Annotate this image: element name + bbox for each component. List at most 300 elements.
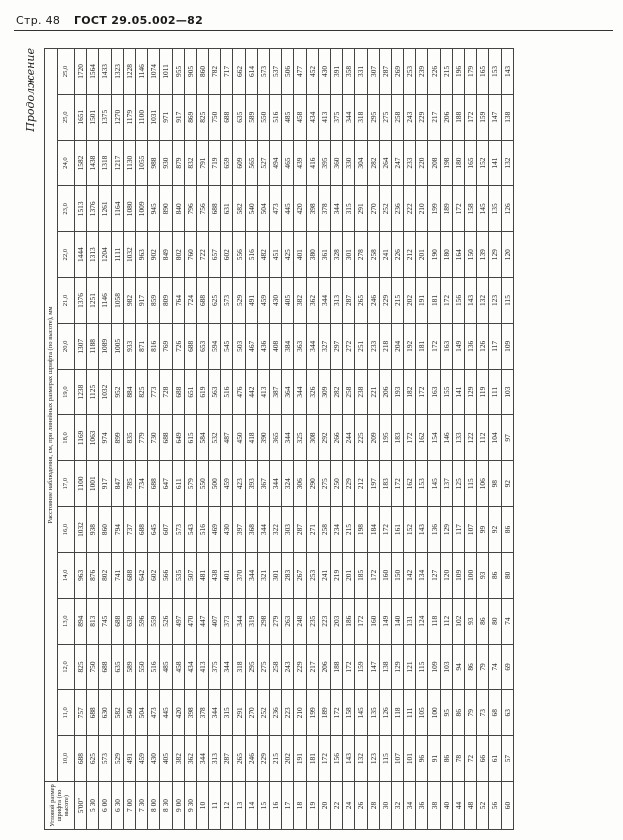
row-angle-label: 38 bbox=[428, 782, 440, 830]
table-cell: 193 bbox=[391, 369, 403, 415]
table-cell: 163 bbox=[440, 323, 452, 369]
table-cell: 1009 bbox=[135, 186, 147, 232]
table-cell: 208 bbox=[428, 140, 440, 186]
table-row bbox=[501, 49, 513, 830]
table-cell: 143 bbox=[416, 507, 428, 553]
table-cell: 63 bbox=[501, 690, 513, 736]
table-cell: 930 bbox=[160, 140, 172, 186]
table-cell: 226 bbox=[428, 49, 440, 95]
column-header: 21,0 bbox=[58, 278, 75, 324]
table-cell: 80 bbox=[501, 552, 513, 598]
table-cell: 594 bbox=[209, 323, 221, 369]
table-cell: 72 bbox=[465, 736, 477, 782]
table-cell: 243 bbox=[404, 94, 416, 140]
table-cell: 127 bbox=[428, 552, 440, 598]
table-cell: 1720 bbox=[75, 49, 87, 95]
table-cell: 614 bbox=[245, 49, 257, 95]
table-cell: 434 bbox=[306, 94, 318, 140]
table-cell: 94 bbox=[452, 644, 464, 690]
table-cell: 95 bbox=[440, 690, 452, 736]
table-cell: 129 bbox=[465, 369, 477, 415]
table-cell: 1270 bbox=[111, 94, 123, 140]
table-cell: 728 bbox=[160, 369, 172, 415]
column-header: 25,0 bbox=[58, 94, 75, 140]
table-cell: 181 bbox=[306, 736, 318, 782]
row-angle-label: 16 bbox=[270, 782, 282, 830]
table-cell: 155 bbox=[440, 369, 452, 415]
table-cell: 199 bbox=[306, 690, 318, 736]
table-cell: 516 bbox=[221, 369, 233, 415]
row-angle-label: 10 bbox=[196, 782, 208, 830]
table-cell: 362 bbox=[184, 736, 196, 782]
table-cell: 1032 bbox=[123, 232, 135, 278]
row-angle-label: 28 bbox=[367, 782, 379, 830]
table-cell: 566 bbox=[160, 552, 172, 598]
table-cell: 61 bbox=[489, 736, 501, 782]
table-cell: 147 bbox=[367, 644, 379, 690]
table-cell: 540 bbox=[123, 690, 135, 736]
column-header: 10,0 bbox=[58, 736, 75, 782]
table-cell: 226 bbox=[391, 232, 403, 278]
table-cell: 91 bbox=[428, 736, 440, 782]
table-cell: 825 bbox=[196, 94, 208, 140]
table-cell: 358 bbox=[343, 49, 355, 95]
table-cell: 149 bbox=[452, 323, 464, 369]
table-cell: 233 bbox=[367, 323, 379, 369]
table-cell: 565 bbox=[245, 140, 257, 186]
table-cell: 1376 bbox=[87, 186, 99, 232]
table-cell: 318 bbox=[355, 94, 367, 140]
table-cell: 107 bbox=[391, 736, 403, 782]
table-cell: 430 bbox=[270, 278, 282, 324]
table-cell: 344 bbox=[294, 369, 306, 415]
table-row bbox=[99, 49, 111, 830]
table-cell: 408 bbox=[270, 323, 282, 369]
table-cell: 745 bbox=[99, 598, 111, 644]
table-cell: 57 bbox=[501, 736, 513, 782]
table-cell: 1179 bbox=[123, 94, 135, 140]
table-cell: 297 bbox=[330, 323, 342, 369]
table-row bbox=[270, 49, 282, 830]
row-angle-label: 44 bbox=[452, 782, 464, 830]
table-cell: 272 bbox=[343, 323, 355, 369]
row-angle-label: 36 bbox=[416, 782, 428, 830]
table-cell: 917 bbox=[135, 278, 147, 324]
table-cell: 182 bbox=[404, 369, 416, 415]
table-cell: 165 bbox=[465, 140, 477, 186]
table-cell: 516 bbox=[245, 232, 257, 278]
table-cell: 573 bbox=[221, 278, 233, 324]
table-cell: 988 bbox=[148, 140, 160, 186]
table-cell: 86 bbox=[501, 507, 513, 553]
table-cell: 66 bbox=[477, 736, 489, 782]
table-cell: 933 bbox=[123, 323, 135, 369]
table-cell: 162 bbox=[404, 461, 416, 507]
table-row bbox=[257, 49, 269, 830]
table-cell: 1228 bbox=[123, 49, 135, 95]
table-cell: 445 bbox=[282, 186, 294, 232]
table-cell: 370 bbox=[233, 552, 245, 598]
table-cell: 100 bbox=[465, 552, 477, 598]
table-cell: 258 bbox=[270, 644, 282, 690]
table-cell: 109 bbox=[428, 644, 440, 690]
table-cell: 1582 bbox=[75, 140, 87, 186]
table-cell: 860 bbox=[99, 507, 111, 553]
table-cell: 364 bbox=[282, 369, 294, 415]
table-cell: 324 bbox=[282, 461, 294, 507]
column-header: 11,0 bbox=[58, 690, 75, 736]
table-cell: 99 bbox=[477, 507, 489, 553]
table-cell: 1564 bbox=[87, 49, 99, 95]
row-angle-label: 60 bbox=[501, 782, 513, 830]
table-cell: 313 bbox=[330, 278, 342, 324]
table-cell: 717 bbox=[221, 49, 233, 95]
table-cell: 86 bbox=[440, 736, 452, 782]
table-cell: 80 bbox=[489, 598, 501, 644]
table-cell: 204 bbox=[391, 323, 403, 369]
table-cell: 86 bbox=[452, 690, 464, 736]
table-cell: 266 bbox=[330, 415, 342, 461]
table-cell: 93 bbox=[465, 598, 477, 644]
table-cell: 180 bbox=[440, 232, 452, 278]
table-cell: 179 bbox=[465, 49, 477, 95]
table-cell: 688 bbox=[196, 278, 208, 324]
table-cell: 135 bbox=[367, 690, 379, 736]
table-cell: 963 bbox=[135, 232, 147, 278]
table-cell: 141 bbox=[452, 369, 464, 415]
table-cell: 952 bbox=[111, 369, 123, 415]
table-cell: 161 bbox=[391, 507, 403, 553]
table-cell: 154 bbox=[428, 415, 440, 461]
table-cell: 189 bbox=[318, 690, 330, 736]
table-cell: 192 bbox=[404, 323, 416, 369]
table-cell: 420 bbox=[294, 186, 306, 232]
appendix-continuation-label: Продолжение bbox=[24, 48, 37, 132]
table-cell: 210 bbox=[294, 690, 306, 736]
row-angle-label: 8 30 bbox=[160, 782, 172, 830]
table-cell: 809 bbox=[160, 278, 172, 324]
table-cell: 111 bbox=[489, 369, 501, 415]
table-cell: 582 bbox=[111, 690, 123, 736]
table-cell: 325 bbox=[294, 415, 306, 461]
column-header: 14,0 bbox=[58, 552, 75, 598]
table-row bbox=[391, 49, 403, 830]
table-cell: 126 bbox=[379, 690, 391, 736]
table-cell: 318 bbox=[233, 644, 245, 690]
table-cell: 871 bbox=[135, 323, 147, 369]
table-cell: 307 bbox=[367, 49, 379, 95]
table-cell: 103 bbox=[501, 369, 513, 415]
table-cell: 172 bbox=[343, 644, 355, 690]
table-cell: 229 bbox=[257, 736, 269, 782]
table-cell: 92 bbox=[501, 461, 513, 507]
row-angle-label: 12 bbox=[221, 782, 233, 830]
table-cell: 527 bbox=[257, 140, 269, 186]
table-cell: 487 bbox=[221, 415, 233, 461]
row-angle-label: 22 bbox=[330, 782, 342, 830]
table-cell: 123 bbox=[489, 278, 501, 324]
table-cell: 393 bbox=[245, 461, 257, 507]
table-cell: 543 bbox=[184, 507, 196, 553]
table-cell: 102 bbox=[452, 598, 464, 644]
table-cell: 258 bbox=[391, 94, 403, 140]
table-row bbox=[379, 49, 391, 830]
table-cell: 74 bbox=[489, 644, 501, 690]
table-cell: 328 bbox=[330, 232, 342, 278]
table-cell: 416 bbox=[306, 140, 318, 186]
table-cell: 236 bbox=[270, 690, 282, 736]
table-cell: 243 bbox=[282, 644, 294, 690]
column-header: 20,0 bbox=[58, 323, 75, 369]
table-cell: 894 bbox=[75, 598, 87, 644]
table-cell: 198 bbox=[355, 507, 367, 553]
table-row bbox=[465, 49, 477, 830]
table-cell: 172 bbox=[367, 552, 379, 598]
table-cell: 158 bbox=[343, 690, 355, 736]
table-cell: 545 bbox=[221, 323, 233, 369]
table-cell: 516 bbox=[148, 644, 160, 690]
table-cell: 734 bbox=[135, 461, 147, 507]
table-cell: 413 bbox=[318, 94, 330, 140]
table-cell: 556 bbox=[233, 232, 245, 278]
table-cell: 550 bbox=[135, 644, 147, 690]
table-cell: 143 bbox=[465, 278, 477, 324]
table-cell: 292 bbox=[318, 415, 330, 461]
table-cell: 86 bbox=[489, 552, 501, 598]
table-cell: 876 bbox=[87, 552, 99, 598]
table-cell: 955 bbox=[172, 49, 184, 95]
table-cell: 219 bbox=[330, 552, 342, 598]
table-cell: 584 bbox=[196, 415, 208, 461]
table-cell: 132 bbox=[501, 140, 513, 186]
table-cell: 764 bbox=[172, 278, 184, 324]
table-cell: 832 bbox=[184, 140, 196, 186]
table-cell: 401 bbox=[294, 232, 306, 278]
table-cell: 905 bbox=[184, 49, 196, 95]
row-angle-label: 5'00" bbox=[75, 782, 87, 830]
table-cell: 201 bbox=[343, 552, 355, 598]
table-cell: 220 bbox=[416, 140, 428, 186]
table-cell: 1111 bbox=[111, 232, 123, 278]
table-cell: 688 bbox=[75, 736, 87, 782]
table-cell: 750 bbox=[209, 94, 221, 140]
table-cell: 183 bbox=[391, 415, 403, 461]
table-row bbox=[428, 49, 440, 830]
table-cell: 450 bbox=[233, 415, 245, 461]
table-cell: 1032 bbox=[99, 369, 111, 415]
table-cell: 1032 bbox=[75, 507, 87, 553]
table-cell: 252 bbox=[379, 186, 391, 232]
table-row bbox=[75, 49, 87, 830]
row-angle-label: 11 bbox=[209, 782, 221, 830]
table-cell: 301 bbox=[270, 552, 282, 598]
table-cell: 573 bbox=[172, 507, 184, 553]
table-cell: 126 bbox=[501, 186, 513, 232]
table-cell: 573 bbox=[257, 49, 269, 95]
table-row bbox=[343, 49, 355, 830]
table-cell: 473 bbox=[148, 690, 160, 736]
table-cell: 152 bbox=[477, 140, 489, 186]
table-cell: 540 bbox=[245, 186, 257, 232]
table-cell: 506 bbox=[282, 49, 294, 95]
table-cell: 79 bbox=[465, 690, 477, 736]
row-angle-label: 5 30 bbox=[87, 782, 99, 830]
table-cell: 473 bbox=[270, 186, 282, 232]
table-row bbox=[135, 49, 147, 830]
table-cell: 1080 bbox=[123, 186, 135, 232]
table-row bbox=[233, 49, 245, 830]
table-cell: 79 bbox=[477, 644, 489, 690]
table-cell: 115 bbox=[465, 461, 477, 507]
table-cell: 93 bbox=[477, 552, 489, 598]
table-cell: 100 bbox=[428, 690, 440, 736]
table-cell: 138 bbox=[501, 94, 513, 140]
table-cell: 215 bbox=[270, 736, 282, 782]
table-cell: 737 bbox=[123, 507, 135, 553]
table-cell: 344 bbox=[233, 598, 245, 644]
table-cell: 423 bbox=[233, 461, 245, 507]
table-cell: 1444 bbox=[75, 232, 87, 278]
table-cell: 212 bbox=[404, 232, 416, 278]
table-cell: 361 bbox=[318, 232, 330, 278]
row-angle-label: 52 bbox=[477, 782, 489, 830]
table-cell: 239 bbox=[416, 49, 428, 95]
table-cell: 639 bbox=[123, 598, 135, 644]
running-header bbox=[16, 14, 203, 27]
row-angle-label: 14 bbox=[245, 782, 257, 830]
table-row bbox=[367, 49, 379, 830]
table-cell: 295 bbox=[245, 644, 257, 690]
table-cell: 250 bbox=[330, 461, 342, 507]
table-cell: 172 bbox=[355, 598, 367, 644]
table-cell: 279 bbox=[270, 598, 282, 644]
table-cell: 238 bbox=[355, 369, 367, 415]
table-cell: 649 bbox=[172, 415, 184, 461]
table-cell: 160 bbox=[367, 598, 379, 644]
row-angle-label: 34 bbox=[404, 782, 416, 830]
table-cell: 229 bbox=[416, 94, 428, 140]
table-cell: 516 bbox=[270, 94, 282, 140]
table-cell: 344 bbox=[209, 690, 221, 736]
table-cell: 367 bbox=[257, 461, 269, 507]
table-cell: 602 bbox=[221, 232, 233, 278]
table-cell: 688 bbox=[99, 644, 111, 690]
table-row bbox=[416, 49, 428, 830]
table-cell: 840 bbox=[172, 186, 184, 232]
table-cell: 362 bbox=[306, 278, 318, 324]
table-cell: 331 bbox=[355, 49, 367, 95]
table-cell: 469 bbox=[209, 507, 221, 553]
table-cell: 344 bbox=[221, 644, 233, 690]
table-cell: 275 bbox=[318, 461, 330, 507]
table-cell: 308 bbox=[306, 415, 318, 461]
table-cell: 869 bbox=[184, 94, 196, 140]
table-cell: 1164 bbox=[111, 186, 123, 232]
table-cell: 1261 bbox=[99, 186, 111, 232]
table-cell: 1074 bbox=[148, 49, 160, 95]
table-cell: 1318 bbox=[99, 140, 111, 186]
table-cell: 442 bbox=[245, 369, 257, 415]
table-cell: 769 bbox=[160, 323, 172, 369]
table-cell: 129 bbox=[440, 507, 452, 553]
row-angle-label: 30 bbox=[379, 782, 391, 830]
table-row bbox=[196, 49, 208, 830]
table-cell: 181 bbox=[416, 323, 428, 369]
table-row bbox=[184, 49, 196, 830]
table-cell: 563 bbox=[209, 369, 221, 415]
table-cell: 172 bbox=[440, 278, 452, 324]
table-cell: 1204 bbox=[99, 232, 111, 278]
table-cell: 101 bbox=[404, 736, 416, 782]
table-cell: 825 bbox=[135, 369, 147, 415]
table-cell: 360 bbox=[330, 140, 342, 186]
table-cell: 785 bbox=[123, 461, 135, 507]
table-cell: 118 bbox=[391, 690, 403, 736]
row-angle-label: 56 bbox=[489, 782, 501, 830]
table-row bbox=[148, 49, 160, 830]
table-cell: 1001 bbox=[87, 461, 99, 507]
table-cell: 119 bbox=[477, 369, 489, 415]
table-cell: 265 bbox=[233, 736, 245, 782]
table-cell: 283 bbox=[282, 552, 294, 598]
table-cell: 384 bbox=[282, 323, 294, 369]
table-row bbox=[87, 49, 99, 830]
table-cell: 413 bbox=[196, 644, 208, 690]
page-number: Стр. 48 bbox=[16, 14, 61, 27]
table-cell: 309 bbox=[318, 369, 330, 415]
table-cell: 378 bbox=[196, 690, 208, 736]
table-cell: 430 bbox=[148, 736, 160, 782]
table-row bbox=[306, 49, 318, 830]
table-cell: 1251 bbox=[87, 278, 99, 324]
table-cell: 133 bbox=[452, 415, 464, 461]
table-cell: 688 bbox=[87, 690, 99, 736]
row-angle-label: 15 bbox=[257, 782, 269, 830]
table-cell: 150 bbox=[465, 232, 477, 278]
table-cell: 657 bbox=[209, 232, 221, 278]
table-cell: 756 bbox=[196, 186, 208, 232]
table-cell: 221 bbox=[367, 369, 379, 415]
table-cell: 131 bbox=[404, 598, 416, 644]
table-cell: 126 bbox=[477, 323, 489, 369]
table-cell: 258 bbox=[318, 507, 330, 553]
table-cell: 212 bbox=[355, 461, 367, 507]
table-cell: 287 bbox=[379, 49, 391, 95]
table-cell: 537 bbox=[270, 49, 282, 95]
table-cell: 730 bbox=[148, 415, 160, 461]
table-cell: 115 bbox=[416, 644, 428, 690]
table-cell: 145 bbox=[355, 690, 367, 736]
table-cell: 121 bbox=[404, 644, 416, 690]
table-cell: 688 bbox=[160, 415, 172, 461]
table-cell: 375 bbox=[330, 94, 342, 140]
table-cell: 802 bbox=[99, 552, 111, 598]
table-cell: 103 bbox=[440, 644, 452, 690]
row-angle-label: 7 30 bbox=[135, 782, 147, 830]
table-cell: 470 bbox=[184, 598, 196, 644]
table-cell: 375 bbox=[209, 644, 221, 690]
table-cell: 802 bbox=[172, 232, 184, 278]
table-cell: 235 bbox=[306, 598, 318, 644]
table-cell: 503 bbox=[233, 323, 245, 369]
header-rule bbox=[14, 30, 613, 31]
table-cell: 559 bbox=[148, 598, 160, 644]
table-cell: 458 bbox=[172, 644, 184, 690]
table-cell: 459 bbox=[257, 278, 269, 324]
table-cell: 491 bbox=[123, 736, 135, 782]
rotated-table-block bbox=[18, 40, 618, 830]
table-cell: 172 bbox=[452, 186, 464, 232]
